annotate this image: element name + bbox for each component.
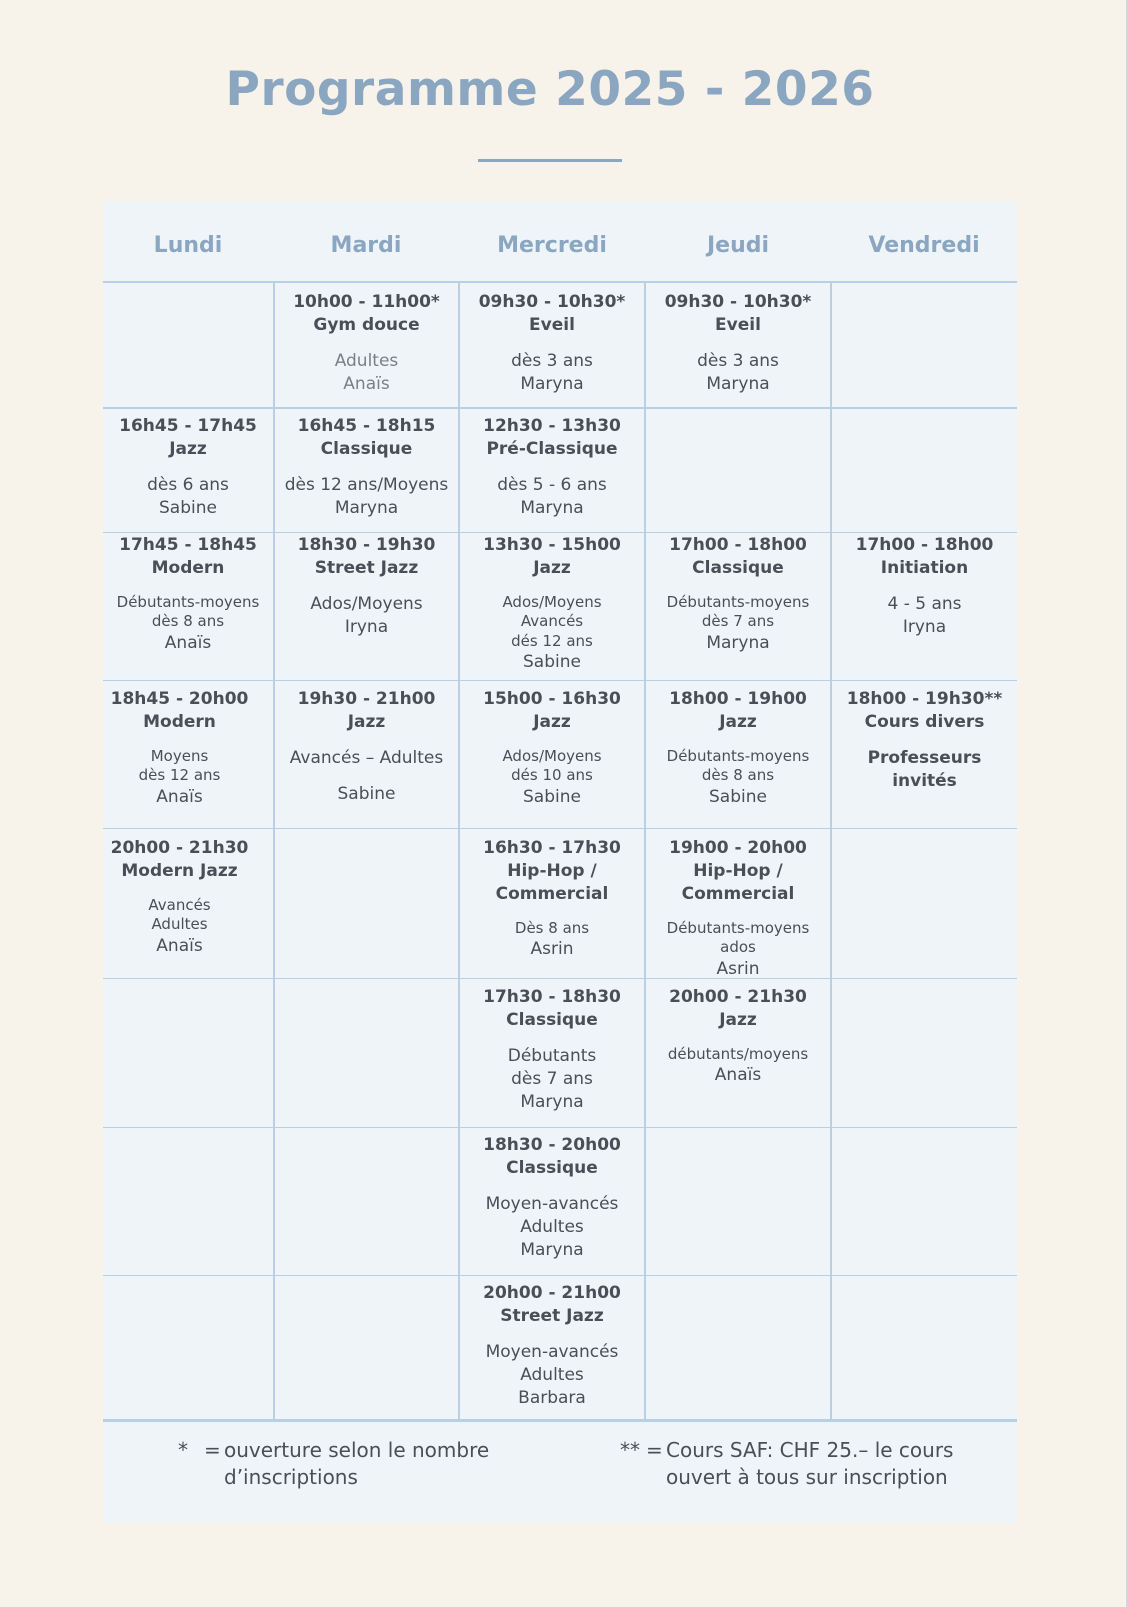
class-level: débutants/moyens [667,1044,809,1063]
class-name: Classique [692,557,784,578]
class-name: Eveil [715,314,761,335]
day-header-jeudi: Jeudi [706,233,770,258]
class-name: Hip-Hop / [693,860,783,881]
class-level: Moyens [150,746,209,765]
footnote-text: ouvert à tous sur inscription [666,1465,948,1489]
class-cell [103,415,273,520]
class-teacher: Barbara [518,1387,586,1408]
class-level: dès 6 ans [147,474,229,495]
class-level: Débutants-moyens [666,918,810,937]
day-header-vendredi: Vendredi [868,233,980,258]
class-teacher: invités [892,770,957,791]
class-level: Adultes [520,1364,584,1385]
class-teacher: Iryna [344,616,389,637]
class-teacher: Sabine [159,497,217,518]
class-teacher: Anaïs [156,786,203,807]
class-cell [275,291,458,396]
class-cell [832,534,1017,639]
day-header-mercredi: Mercredi [497,233,607,258]
class-cell [460,1134,644,1262]
class-time: 18h30 - 20h00 [483,1135,621,1155]
class-time: 09h30 - 10h30* [664,292,812,312]
schedule-table [103,201,1017,1523]
class-time: 20h00 - 21h30 [669,987,807,1007]
class-name: Jazz [347,711,386,732]
class-teacher: Maryna [706,632,770,653]
class-time: 16h45 - 18h15 [297,416,436,436]
class-cell [103,534,273,655]
class-level: Débutants-moyens [666,746,810,765]
table-header [103,201,1017,283]
class-name: Pré-Classique [486,438,618,459]
class-cell [460,986,644,1114]
class-age: dès 7 ans [511,1068,593,1089]
class-teacher: Maryna [706,373,770,394]
class-name: Jazz [719,1009,757,1030]
class-cell [646,837,830,981]
class-cell [460,1282,644,1410]
class-cell [646,291,830,396]
class-level: Ados/Moyens [502,592,602,611]
class-age: Dès 8 ans [514,918,590,937]
footnote-text: ouverture selon le nombre [224,1438,490,1462]
class-name: Initiation [880,557,969,578]
footnote-double-star [620,1437,1010,1491]
class-name: Cours divers [864,711,985,732]
class-name: Jazz [719,711,757,732]
class-name: Street Jazz [500,1305,604,1326]
class-cell [646,688,830,809]
class-teacher: Maryna [520,373,584,394]
class-cell [460,415,644,520]
class-cell [275,415,458,520]
class-time: 19h30 - 21h00 [297,689,436,709]
class-time: 17h45 - 18h45 [119,535,257,555]
class-time: 10h00 - 11h00* [293,292,440,312]
page-title: Programme 2025 - 2026 [225,62,875,117]
class-level: ados [720,938,756,957]
class-level: Adultes [151,915,208,934]
footnote-single-star [178,1437,538,1491]
class-level: Moyen-avancés [485,1341,619,1362]
class-name: Eveil [529,314,575,335]
class-teacher: Sabine [523,652,581,673]
class-level: Adultes [520,1216,584,1237]
class-age: dés 10 ans [511,766,593,785]
class-level: dès 3 ans [697,350,779,371]
class-name: Jazz [533,557,571,578]
class-cell [275,688,458,806]
class-teacher: Anaïs [343,373,390,394]
class-time: 13h30 - 15h00 [483,535,621,555]
class-level: Avancés [520,612,584,631]
class-name: Modern [151,557,225,578]
class-age: dès 7 ans [701,612,775,631]
class-level: Adultes [334,350,399,371]
class-teacher: Anaïs [164,632,212,653]
class-name: Classique [506,1157,598,1178]
footer-rule [103,1419,1017,1422]
class-time: 17h30 - 18h30 [483,987,621,1007]
class-cell [460,688,644,809]
footnote-text: d’inscriptions [224,1465,358,1489]
class-time: 17h00 - 18h00 [669,535,807,555]
class-level: dès 5 - 6 ans [497,474,607,495]
class-time: 16h45 - 17h45 [119,416,257,436]
class-name: Modern [143,711,216,732]
class-teacher: Asrin [716,958,760,979]
footnote-mark: ** [620,1438,640,1462]
class-teacher: Sabine [337,783,396,804]
class-teacher: Iryna [902,616,947,637]
class-time: 20h00 - 21h00 [483,1283,621,1303]
day-header-mardi: Mardi [330,233,402,258]
class-level: Débutants-moyens [666,592,810,611]
footnote-equals: = [646,1438,663,1462]
class-teacher: Anaïs [156,935,203,956]
class-name: Classique [506,1009,598,1030]
class-time: 18h00 - 19h30** [846,689,1003,709]
class-teacher: Professeurs [867,747,982,768]
class-time: 09h30 - 10h30* [478,292,626,312]
class-level: 4 - 5 ans [887,593,962,614]
footnote-text: Cours SAF: CHF 25.– le cours [666,1438,954,1462]
class-time: 16h30 - 17h30 [483,838,621,858]
grid-line [103,680,1017,681]
class-name: Commercial [495,883,609,904]
class-name: Jazz [169,438,207,459]
class-cell [832,688,1017,793]
class-level: Ados/Moyens [310,593,423,614]
class-level: Avancés [148,895,211,914]
class-time: 17h00 - 18h00 [855,535,994,555]
class-level: Moyen-avancés [485,1193,619,1214]
class-time: 12h30 - 13h30 [483,416,621,436]
class-cell [646,534,830,655]
class-name: Commercial [681,883,795,904]
class-time: 18h45 - 20h00 [110,689,249,709]
class-level: Ados/Moyens [502,746,602,765]
class-teacher: Maryna [334,497,399,518]
footnote-mark: * [178,1438,188,1462]
title-rule [478,159,622,162]
class-cell [460,837,644,961]
class-cell [275,534,458,639]
class-age: dès 8 ans [151,612,225,631]
class-cell [103,837,256,958]
class-name: Street Jazz [314,557,419,578]
class-cell [460,291,644,396]
class-time: 18h00 - 19h00 [669,689,807,709]
class-name: Gym douce [313,314,420,335]
grid-line [103,1275,1017,1276]
class-level: Avancés – Adultes [289,747,444,768]
class-teacher: Maryna [520,497,584,518]
class-level: dès 12 ans/Moyens [284,474,449,495]
class-name: Hip-Hop / [507,860,597,881]
class-teacher: Maryna [520,1239,584,1260]
class-time: 15h00 - 16h30 [483,689,621,709]
class-teacher: Anaïs [714,1065,762,1086]
class-age: dés 12 ans [511,631,593,650]
class-cell [103,688,256,809]
day-header-lundi: Lundi [153,233,223,258]
class-teacher: Sabine [709,786,767,807]
class-teacher: Sabine [523,786,581,807]
class-name: Classique [320,438,413,459]
class-name: Jazz [533,711,571,732]
class-level: dès 3 ans [511,350,593,371]
class-name: Modern Jazz [121,860,238,881]
class-age: dès 12 ans [138,766,221,785]
class-age: dès 8 ans [701,766,775,785]
grid-line [103,828,1017,829]
class-time: 20h00 - 21h30 [110,838,249,858]
grid-line [103,978,1017,979]
grid-line [103,407,1017,409]
grid-line [103,1127,1017,1128]
class-teacher: Asrin [530,939,574,960]
class-cell [460,534,644,674]
class-time: 18h30 - 19h30 [297,535,436,555]
grid-line [830,281,832,1419]
class-cell [646,986,830,1087]
class-time: 19h00 - 20h00 [669,838,807,858]
grid-line [103,532,1017,533]
class-teacher: Maryna [520,1091,584,1112]
footnote-equals: = [204,1438,221,1462]
class-level: Débutants-moyens [116,592,260,611]
class-level: Débutants [507,1045,597,1066]
